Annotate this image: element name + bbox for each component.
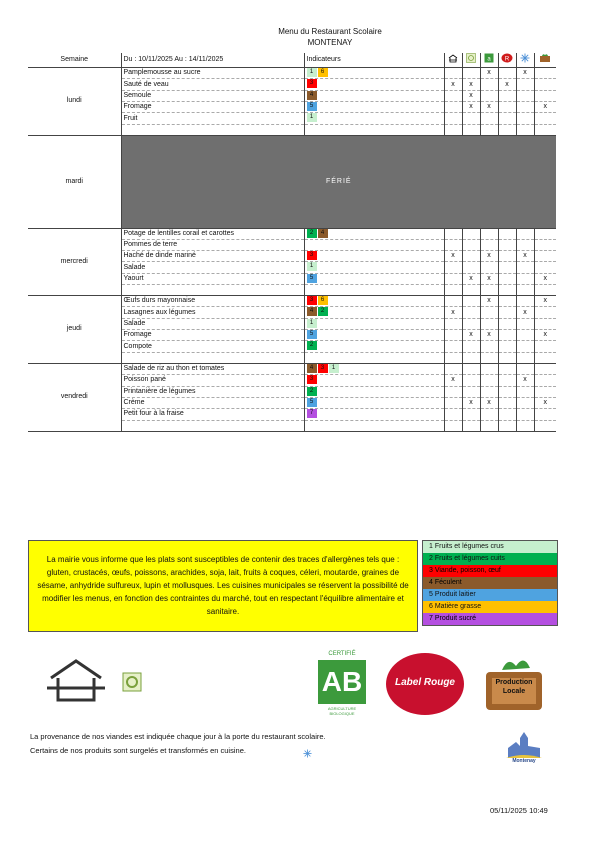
legend-item: 5 Produit laitier — [423, 589, 557, 601]
dish-name: Poisson pané — [121, 375, 304, 386]
label-mark — [516, 386, 534, 397]
label-mark — [498, 113, 516, 124]
label-mark — [480, 363, 498, 374]
nutrition-indicator: 5 — [307, 398, 317, 407]
dish-name: Pommes de terre — [121, 240, 304, 251]
dish-name — [121, 420, 304, 431]
label-mark — [462, 386, 480, 397]
label-mark — [462, 251, 480, 262]
label-mark — [462, 124, 480, 135]
dish-name: Pamplemousse au sucre — [121, 68, 304, 79]
nutrition-indicator: 1 — [307, 68, 317, 77]
label-mark: x — [534, 273, 556, 284]
label-mark — [480, 420, 498, 431]
label-mark — [534, 262, 556, 273]
label-mark: x — [444, 375, 462, 386]
label-mark — [444, 113, 462, 124]
indicator-cell — [304, 240, 444, 251]
label-mark — [516, 352, 534, 363]
indicator-cell — [304, 285, 444, 296]
indicator-cell — [304, 262, 444, 273]
nutrition-indicator: 2 — [307, 387, 317, 396]
label-mark — [480, 318, 498, 329]
label-mark — [516, 397, 534, 408]
label-mark — [516, 102, 534, 113]
label-mark — [498, 420, 516, 431]
indicator-cell — [304, 68, 444, 79]
label-mark — [498, 318, 516, 329]
label-mark — [480, 79, 498, 90]
town-logo-text: Montenay — [512, 758, 536, 764]
label-rouge-logo-icon — [385, 652, 465, 716]
label-mark — [444, 386, 462, 397]
label-mark: x — [480, 296, 498, 307]
dish-name: Compote — [121, 341, 304, 352]
label-mark — [516, 420, 534, 431]
label-mark — [462, 341, 480, 352]
label-mark: x — [534, 397, 556, 408]
legend-item: 7 Produit sucré — [423, 613, 557, 625]
label-mark — [444, 330, 462, 341]
label-mark — [480, 375, 498, 386]
label-mark: x — [534, 296, 556, 307]
label-mark — [444, 352, 462, 363]
label-mark — [480, 307, 498, 318]
indicator-cell — [304, 296, 444, 307]
label-mark — [534, 352, 556, 363]
label-mark — [534, 90, 556, 101]
label-mark — [480, 228, 498, 239]
label-mark — [462, 228, 480, 239]
ab-logo-bottom: AGRICULTURE BIOLOGIQUE — [327, 706, 357, 716]
label-mark — [534, 113, 556, 124]
local-icon — [534, 53, 556, 68]
label-mark: x — [462, 397, 480, 408]
house-logo-icon — [45, 658, 107, 709]
ab-logo-mark: AB — [321, 666, 363, 697]
dish-name: Salade de riz au thon et tomates — [121, 363, 304, 374]
nutrition-indicator: 1 — [307, 262, 317, 271]
label-mark: x — [480, 273, 498, 284]
day-label: vendredi — [28, 363, 121, 431]
label-mark — [444, 240, 462, 251]
nutrition-indicator: 6 — [318, 68, 328, 77]
nutrition-indicator: 4 — [307, 307, 317, 316]
indicator-cell — [304, 102, 444, 113]
label-mark: x — [516, 251, 534, 262]
local-production-text: Production Locale — [495, 679, 533, 695]
label-mark — [462, 318, 480, 329]
label-mark — [462, 240, 480, 251]
label-mark — [516, 409, 534, 420]
menu-row — [28, 296, 556, 307]
label-mark — [444, 273, 462, 284]
label-mark: x — [462, 273, 480, 284]
week-header: Semaine — [28, 53, 121, 68]
label-mark — [516, 330, 534, 341]
label-mark — [444, 124, 462, 135]
label-mark — [444, 102, 462, 113]
label-mark — [462, 420, 480, 431]
nutrition-indicator: 5 — [307, 330, 317, 339]
label-mark — [444, 296, 462, 307]
label-mark — [534, 228, 556, 239]
label-mark: x — [480, 102, 498, 113]
nutrition-indicator: 6 — [318, 296, 328, 305]
label-mark — [516, 363, 534, 374]
period-header: Du : 10/11/2025 Au : 14/11/2025 — [121, 53, 304, 68]
label-mark — [498, 330, 516, 341]
label-mark — [444, 318, 462, 329]
label-mark: x — [462, 79, 480, 90]
label-mark: x — [444, 307, 462, 318]
label-mark — [498, 285, 516, 296]
label-mark: x — [534, 102, 556, 113]
label-mark: x — [516, 307, 534, 318]
label-mark — [444, 228, 462, 239]
house-icon — [444, 53, 462, 68]
nutrition-indicator: 3 — [307, 375, 317, 384]
hve-icon — [462, 53, 480, 68]
label-mark — [534, 363, 556, 374]
dish-name: Fromage — [121, 102, 304, 113]
dish-name — [121, 285, 304, 296]
indicator-cell — [304, 113, 444, 124]
label-mark — [516, 296, 534, 307]
nutrition-indicator: 1 — [329, 364, 339, 373]
indicator-cell — [304, 409, 444, 420]
label-mark: x — [534, 330, 556, 341]
label-mark — [498, 296, 516, 307]
nutrition-indicator: 3 — [307, 79, 317, 88]
label-mark — [516, 240, 534, 251]
label-mark — [534, 318, 556, 329]
dish-name: Potage de lentilles corail et carottes — [121, 228, 304, 239]
nutrition-indicator: 2 — [307, 341, 317, 350]
label-mark — [480, 409, 498, 420]
nutrition-indicator: 5 — [307, 274, 317, 283]
allergen-notice: La mairie vous informe que les plats sont susceptibles de contenir des traces d'allergènes tels que : gluten, crustacés, œufs, poissons, arachides, soja, lait, fruits à coques, céleri, moutarde, graines de sésame, anhydride sulfureux, lupin et mollusques. Les cuisines municipales se réservent la possibilité de modifier les menus, en fonction des contraintes du marché, tout en respectant l'équilibre alimentaire et sanitaire. — [28, 540, 418, 632]
label-mark — [498, 386, 516, 397]
label-mark — [516, 318, 534, 329]
indicator-cell — [304, 318, 444, 329]
label-mark — [498, 352, 516, 363]
dish-name: Semoule — [121, 90, 304, 101]
indicator-cell — [304, 397, 444, 408]
indicator-cell — [304, 330, 444, 341]
frozen-icon — [516, 53, 534, 68]
label-mark — [444, 68, 462, 79]
legend-item: 2 Fruits et légumes cuits — [423, 553, 557, 565]
label-rouge-text: Label Rouge — [394, 677, 455, 688]
label-mark — [480, 352, 498, 363]
label-mark — [498, 228, 516, 239]
label-mark — [480, 90, 498, 101]
label-mark — [534, 386, 556, 397]
dish-name: Petit four à la fraise — [121, 409, 304, 420]
ab-logo-top: CERTIFIÉ — [328, 651, 356, 657]
indicator-cell — [304, 124, 444, 135]
svg-text:R: R — [504, 56, 510, 63]
label-mark — [480, 262, 498, 273]
dish-name: Sauté de veau — [121, 79, 304, 90]
footer-line-2: Certains de nos produits sont surgelés et transformés en cuisine. — [30, 746, 246, 755]
label-mark — [534, 251, 556, 262]
label-mark — [444, 285, 462, 296]
label-mark — [534, 79, 556, 90]
dish-name — [121, 124, 304, 135]
label-mark — [498, 307, 516, 318]
label-mark — [516, 285, 534, 296]
label-mark — [462, 352, 480, 363]
label-mark — [462, 113, 480, 124]
nutrition-indicator: 7 — [307, 409, 317, 418]
day-label: mercredi — [28, 228, 121, 295]
legend-item: 3 Viande, poisson, œuf — [423, 565, 557, 577]
label-mark — [534, 375, 556, 386]
day-label: jeudi — [28, 296, 121, 364]
label-mark — [462, 307, 480, 318]
menu-row — [28, 363, 556, 374]
label-mark — [462, 375, 480, 386]
label-mark: x — [516, 375, 534, 386]
nutrition-indicator: 5 — [307, 102, 317, 111]
label-mark — [516, 113, 534, 124]
nutrition-indicator: 2 — [318, 307, 328, 316]
menu-row — [28, 228, 556, 239]
indicator-cell — [304, 386, 444, 397]
label-mark: x — [498, 79, 516, 90]
menu-table — [28, 53, 556, 432]
label-mark — [444, 409, 462, 420]
nutrition-indicator: 3 — [318, 364, 328, 373]
dish-name — [121, 352, 304, 363]
label-mark — [498, 341, 516, 352]
label-mark — [462, 296, 480, 307]
dish-name: Salade — [121, 262, 304, 273]
label-mark — [534, 124, 556, 135]
footer-line-1: La provenance de nos viandes est indiquée chaque jour à la porte du restaurant scolaire. — [30, 732, 326, 741]
label-mark — [498, 397, 516, 408]
label-mark — [498, 262, 516, 273]
holiday-banner: FÉRIÉ — [121, 135, 556, 228]
label-mark — [462, 409, 480, 420]
label-mark — [480, 124, 498, 135]
label-mark: x — [444, 251, 462, 262]
page-subtitle: MONTENAY — [307, 38, 353, 47]
dish-name: Haché de dinde mariné — [121, 251, 304, 262]
frozen-footer-icon — [303, 745, 312, 763]
label-mark — [534, 285, 556, 296]
dish-name: Yaourt — [121, 273, 304, 284]
label-mark — [534, 307, 556, 318]
label-mark: x — [480, 251, 498, 262]
nutrition-indicator: 4 — [318, 229, 328, 238]
label-mark — [498, 124, 516, 135]
label-mark — [480, 341, 498, 352]
indicator-cell — [304, 307, 444, 318]
label-mark: x — [480, 397, 498, 408]
nutrition-indicator: 1 — [307, 319, 317, 328]
label-mark — [516, 124, 534, 135]
legend-item: 4 Féculent — [423, 577, 557, 589]
indicator-cell — [304, 352, 444, 363]
nutrition-indicator: 4 — [307, 91, 317, 100]
dish-name: Lasagnes aux légumes — [121, 307, 304, 318]
dish-name: Printanière de légumes — [121, 386, 304, 397]
legend-item: 6 Matière grasse — [423, 601, 557, 613]
label-mark — [516, 90, 534, 101]
label-mark: x — [480, 330, 498, 341]
label-mark — [498, 251, 516, 262]
label-mark — [462, 363, 480, 374]
label-mark — [534, 240, 556, 251]
indicator-cell — [304, 273, 444, 284]
label-mark — [516, 79, 534, 90]
label-mark — [498, 68, 516, 79]
label-rouge-icon — [498, 53, 516, 68]
indicator-cell — [304, 363, 444, 374]
indicator-cell — [304, 251, 444, 262]
nutrition-indicator: 1 — [307, 113, 317, 122]
label-mark — [498, 375, 516, 386]
page-title: Menu du Restaurant Scolaire — [278, 27, 382, 36]
nutrition-indicator: 3 — [307, 251, 317, 260]
label-mark — [498, 102, 516, 113]
label-mark — [444, 363, 462, 374]
label-mark — [516, 341, 534, 352]
label-mark — [444, 420, 462, 431]
label-mark — [462, 285, 480, 296]
label-mark — [516, 262, 534, 273]
ab-icon — [480, 53, 498, 68]
indicator-cell — [304, 79, 444, 90]
hve-logo-icon — [122, 672, 142, 697]
label-mark — [480, 386, 498, 397]
label-mark: x — [462, 330, 480, 341]
label-mark — [498, 363, 516, 374]
local-production-logo-icon — [482, 652, 546, 716]
label-mark — [534, 420, 556, 431]
label-mark — [516, 228, 534, 239]
indicator-cell — [304, 341, 444, 352]
town-logo-icon — [506, 730, 542, 766]
dish-name: Salade — [121, 318, 304, 329]
label-mark — [498, 90, 516, 101]
label-mark: x — [444, 79, 462, 90]
label-mark — [498, 409, 516, 420]
label-mark — [444, 262, 462, 273]
label-mark — [444, 397, 462, 408]
label-mark — [516, 273, 534, 284]
indicator-cell — [304, 228, 444, 239]
label-mark — [480, 113, 498, 124]
label-mark — [498, 240, 516, 251]
menu-row — [28, 68, 556, 79]
dish-name: Crème — [121, 397, 304, 408]
day-label: lundi — [28, 68, 121, 136]
nutrition-indicator: 4 — [307, 364, 317, 373]
indicator-cell — [304, 375, 444, 386]
dish-name: Fromage — [121, 330, 304, 341]
nutrition-indicator: 3 — [307, 296, 317, 305]
label-mark — [534, 409, 556, 420]
nutrition-indicator: 2 — [307, 229, 317, 238]
indicator-cell — [304, 420, 444, 431]
day-label: mardi — [28, 135, 121, 228]
dish-name: Fruit — [121, 113, 304, 124]
label-mark — [462, 262, 480, 273]
label-mark — [480, 240, 498, 251]
indicators-header: Indicateurs — [304, 53, 444, 68]
indicator-cell — [304, 90, 444, 101]
dish-name: Œufs durs mayonnaise — [121, 296, 304, 307]
label-mark — [534, 341, 556, 352]
label-mark — [498, 273, 516, 284]
legend-item: 1 Fruits et légumes crus — [423, 541, 557, 553]
label-mark — [462, 68, 480, 79]
label-mark — [444, 341, 462, 352]
label-mark — [444, 90, 462, 101]
nutrition-legend — [422, 540, 558, 626]
label-mark: x — [480, 68, 498, 79]
label-mark: x — [462, 90, 480, 101]
print-date: 05/11/2025 10:49 — [490, 806, 548, 815]
label-mark — [534, 68, 556, 79]
label-mark: x — [516, 68, 534, 79]
label-mark — [480, 285, 498, 296]
label-mark: x — [462, 102, 480, 113]
ab-logo-icon — [318, 650, 366, 716]
svg-text:a: a — [487, 56, 491, 63]
